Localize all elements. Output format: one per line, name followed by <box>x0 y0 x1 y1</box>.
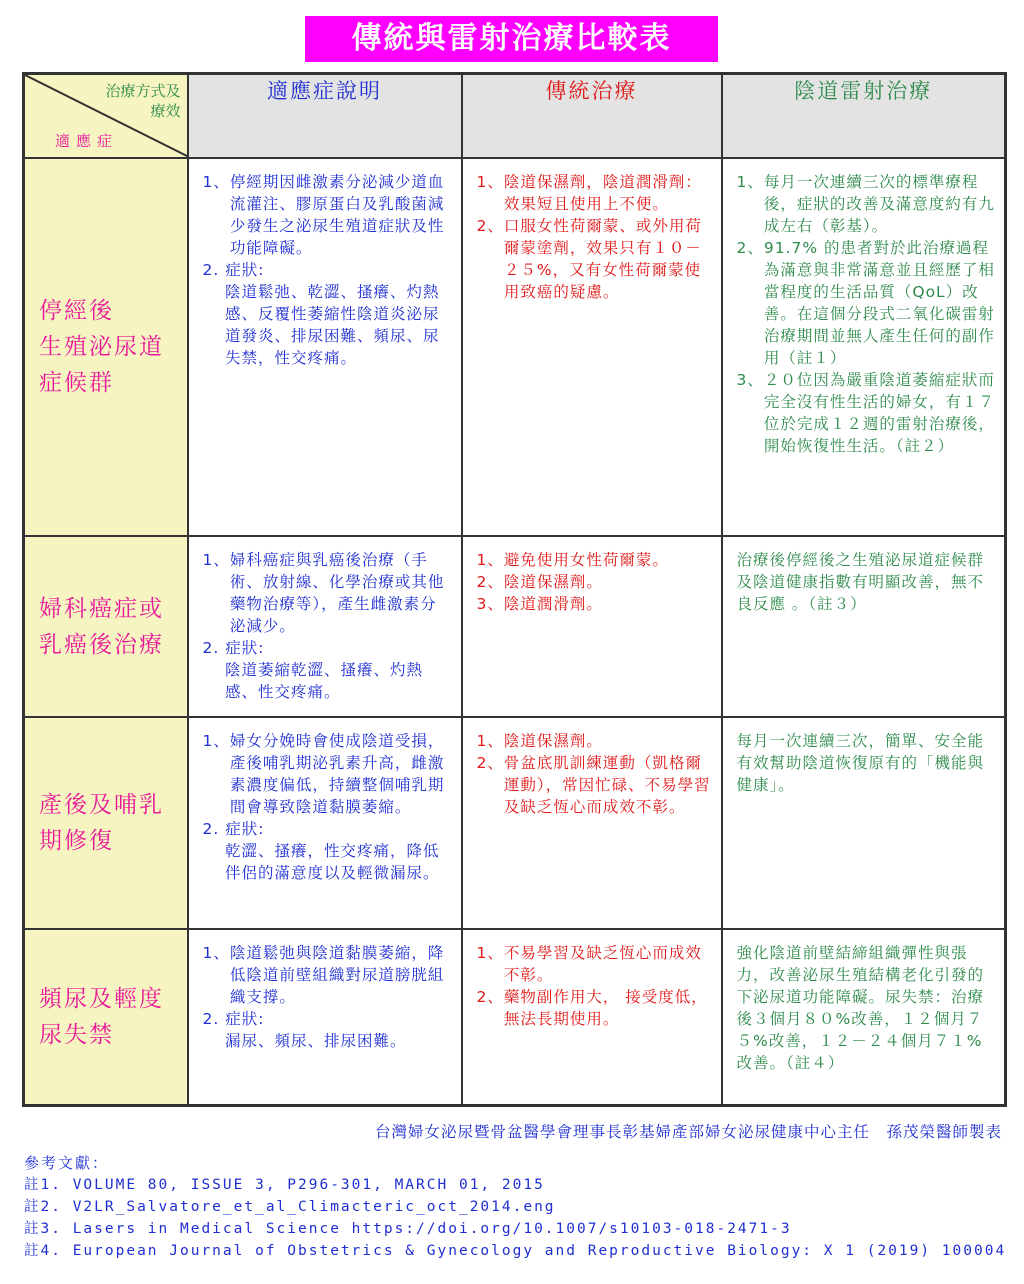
item-number: 2. <box>202 639 226 657</box>
item-number: 1、 <box>476 944 504 962</box>
laser-cell <box>722 929 1006 1105</box>
indication-cell <box>188 158 462 536</box>
item-indent <box>203 281 225 369</box>
item-text: 強化陰道前壁結締組織彈性與張力，改善泌尿生殖結構老化引發的下泌尿道功能障礙。尿失禁：治療後３個月８０%改善，１２個月７５%改善，１２－２４個月７１%改善。（註４） <box>736 944 985 1072</box>
indication-cell <box>188 536 462 717</box>
item-text: 陰道保濕劑。 <box>503 573 603 591</box>
item-text: 漏尿、頻尿、排尿困難。 <box>224 1032 407 1050</box>
list-item <box>477 571 713 593</box>
item-number: 1、 <box>202 732 230 750</box>
corner-top-label <box>105 81 180 121</box>
list-item <box>203 171 453 259</box>
indication-cell <box>188 717 462 929</box>
list-item <box>203 840 453 884</box>
laser-cell <box>722 158 1006 536</box>
list-item <box>737 730 997 796</box>
list-item <box>737 942 997 1074</box>
row-label-line: 症候群 <box>39 370 114 396</box>
item-number: 2、 <box>476 573 504 591</box>
item-number: 3、 <box>476 595 504 613</box>
row-label-line: 停經後 <box>39 298 114 324</box>
reference-4: 註4. European Journal of Obstetrics & Gynecology and Reproductive Biology: X 1 (2019) 100004 <box>24 1243 1007 1259</box>
list-item <box>477 171 713 215</box>
traditional-cell <box>462 158 722 536</box>
list-item <box>203 659 453 703</box>
item-number: 2. <box>202 261 226 279</box>
item-text: 每月一次連續三次，簡單、安全能有效幫助陰道恢復原有的「機能與健康」。 <box>736 732 985 794</box>
item-indent <box>203 1030 225 1052</box>
item-text: 陰道鬆弛與陰道黏膜萎縮，降低陰道前壁組織對尿道膀胱組織支撐。 <box>229 944 445 1006</box>
corner-bottom-label: 適應症 <box>55 132 119 150</box>
table-row <box>24 929 1006 1105</box>
item-number: 2、 <box>736 239 764 257</box>
page-title: 傳統與雷射治療比較表 <box>305 16 718 62</box>
list-item <box>203 281 453 369</box>
item-number: 2、 <box>476 217 504 235</box>
item-text: 陰道鬆弛、乾澀、搔癢、灼熱感、反覆性萎縮性陰道炎泌尿道發炎、排尿困難、頻尿、尿失禁，性交疼痛。 <box>224 283 440 367</box>
row-label-line: 乳癌後治療 <box>39 631 164 658</box>
item-text: 口服女性荷爾蒙、或外用荷爾蒙塗劑，效果只有１０－２５%，又有女性荷爾蒙使用致癌的疑慮。 <box>503 217 702 301</box>
list-item <box>737 369 997 457</box>
row-label-line: 頻尿及輕度 <box>39 985 164 1012</box>
item-text: 藥物副作用大， 接受度低，無法長期使用。 <box>503 988 708 1028</box>
list-item <box>477 986 713 1030</box>
row-label-line: 婦科癌症或 <box>39 595 164 622</box>
list-item <box>477 549 713 571</box>
list-item <box>203 259 453 281</box>
traditional-cell <box>462 929 722 1105</box>
item-number: 2. <box>202 820 226 838</box>
item-number: 1、 <box>476 551 504 569</box>
list-item <box>203 1008 453 1030</box>
corner-top-label-line2: 療效 <box>150 102 181 120</box>
row-label-line: 產後及哺乳 <box>39 792 164 818</box>
row-label-line: 尿失禁 <box>39 1021 114 1048</box>
item-text: 陰道萎縮乾澀、搔癢、灼熱感、性交疼痛。 <box>224 661 423 701</box>
item-text: 症狀: <box>225 1010 265 1028</box>
references-title: 參考文獻： <box>24 1154 110 1172</box>
row-label <box>24 717 188 929</box>
item-text: 婦女分娩時會使成陰道受損，產後哺乳期泌乳素升高，雌激素濃度偏低，持續整個哺乳期間會導致陰道黏膜萎縮。 <box>229 732 445 816</box>
item-text: 治療後停經後之生殖泌尿道症候群及陰道健康指數有明顯改善，無不良反應 。（註３） <box>736 551 985 613</box>
table-row <box>24 158 1006 536</box>
item-text: ２０位因為嚴重陰道萎縮症狀而完全沒有性生活的婦女，有１７位於完成１２週的雷射治療後，開始恢復性生活。（註２） <box>763 371 995 455</box>
list-item <box>203 549 453 637</box>
reference-1: 註1. VOLUME 80, ISSUE 3, P296-301, MARCH 01, 2015 <box>24 1177 545 1193</box>
list-item <box>737 549 997 615</box>
header-indication: 適應症說明 <box>188 74 462 159</box>
item-number: 1、 <box>476 173 504 191</box>
table-row <box>24 717 1006 929</box>
item-text: 陰道保濕劑，陰道潤滑劑：效果短且使用上不便。 <box>503 173 702 213</box>
item-number: 2、 <box>476 988 504 1006</box>
item-text: 不易學習及缺乏恆心而成效不彰。 <box>503 944 702 984</box>
item-number: 1、 <box>476 732 504 750</box>
item-text: 陰道保濕劑。 <box>503 732 603 750</box>
item-text: 骨盆底肌訓練運動（凱格爾運動），常因忙碌、不易學習及缺乏恆心而成效不彰。 <box>503 754 711 816</box>
item-text: 避免使用女性荷爾蒙。 <box>503 551 669 569</box>
item-number: 1、 <box>202 173 230 191</box>
corner-top-label-line1: 治療方式及 <box>105 82 181 100</box>
item-number: 2、 <box>476 754 504 772</box>
traditional-cell <box>462 536 722 717</box>
item-number: 1、 <box>202 944 230 962</box>
list-item <box>203 730 453 818</box>
item-text: 每月一次連續三次的標準療程後，症狀的改善及滿意度約有九成左右（彰基）。 <box>763 173 995 235</box>
row-label-line: 生殖泌尿道 <box>39 334 164 360</box>
item-number: 2. <box>202 1010 226 1028</box>
header-laser: 陰道雷射治療 <box>722 74 1006 159</box>
row-label <box>24 536 188 717</box>
item-text: 症狀: <box>225 820 265 838</box>
row-label-line: 期修復 <box>39 828 114 854</box>
references <box>24 1152 1006 1262</box>
list-item <box>737 171 997 237</box>
header-traditional: 傳統治療 <box>462 74 722 159</box>
list-item <box>477 942 713 986</box>
item-text: 91.7% 的患者對於此治療過程為滿意與非常滿意並且經歷了相當程度的生活品質（QoL）改善。在這個分段式二氧化碳雷射治療期間並無人產生任何的副作用（註１） <box>763 239 995 367</box>
header-row <box>24 74 1006 159</box>
list-item <box>477 215 713 303</box>
item-indent <box>203 840 225 884</box>
laser-cell <box>722 536 1006 717</box>
list-item <box>203 1030 453 1052</box>
item-text: 症狀: <box>225 639 265 657</box>
item-text: 陰道潤滑劑。 <box>503 595 603 613</box>
traditional-cell <box>462 717 722 929</box>
list-item <box>203 818 453 840</box>
row-label <box>24 929 188 1105</box>
corner-cell <box>24 74 188 159</box>
list-item <box>477 752 713 818</box>
item-number: 1、 <box>736 173 764 191</box>
list-item <box>477 593 713 615</box>
laser-cell <box>722 717 1006 929</box>
reference-2: 註2. V2LR_Salvatore_et_al_Climacteric_oct_2014.eng <box>24 1199 556 1215</box>
list-item <box>203 637 453 659</box>
item-text: 停經期因雌激素分泌減少道血流灌注、膠原蛋白及乳酸菌減少發生之泌尿生殖道症狀及性功能障礙。 <box>229 173 445 257</box>
credit-line: 台灣婦女泌尿暨骨盆醫學會理事長彰基婦產部婦女泌尿健康中心主任 孫茂榮醫師製表 <box>374 1123 1002 1141</box>
indication-cell <box>188 929 462 1105</box>
item-text: 婦科癌症與乳癌後治療（手術、放射線、化學治療或其他藥物治療等），產生雌激素分泌減少。 <box>229 551 445 635</box>
row-label <box>24 158 188 536</box>
comparison-table <box>22 72 1007 1107</box>
list-item <box>203 942 453 1008</box>
item-text: 乾澀、搔癢，性交疼痛，降低伴侶的滿意度以及輕微漏尿。 <box>224 842 440 882</box>
list-item <box>737 237 997 369</box>
item-indent <box>203 659 225 703</box>
table-row <box>24 536 1006 717</box>
list-item <box>477 730 713 752</box>
item-number: 3、 <box>736 371 764 389</box>
item-text: 症狀: <box>225 261 265 279</box>
item-number: 1、 <box>202 551 230 569</box>
reference-3: 註3. Lasers in Medical Science https://doi.org/10.1007/s10103-018-2471-3 <box>24 1221 792 1237</box>
